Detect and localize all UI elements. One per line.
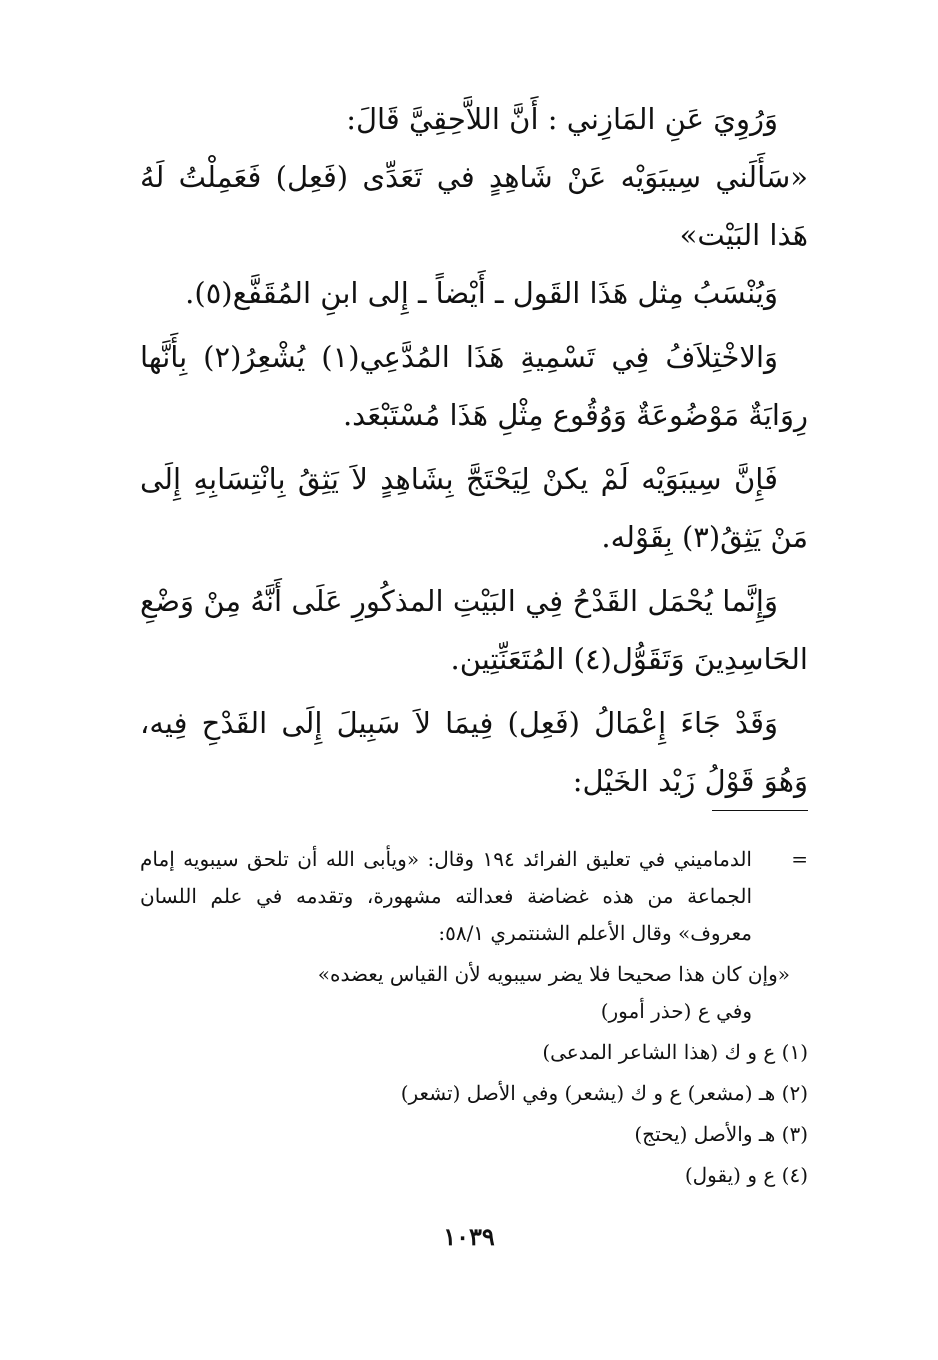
continuation-marker: = [791,847,808,871]
paragraph-2: «سَأَلَني سِيبَوَيْه عَنْ شَاهِدٍ في تَعَدِّى (فَعِل) فَعَمِلْتُ لَهُ هَذا البَيْت» [140,160,808,252]
footnote-2: (٢) هـ (مشعر) ع و ك (يشعر) وفي الأصل (تشعر) [400,1081,808,1105]
footnote-4: (٤) ع و (يقول) [684,1163,808,1187]
footnote-1: (١) ع و ك (هذا الشاعر المدعى) [542,1040,808,1064]
page-content [140,90,808,1194]
footnote-quote: «وإن كان هذا صحيحا فلا يضر سيبويه لأن القياس يعضده» [317,962,790,986]
paragraph-7: وَقَدْ جَاءَ إِعْمَالُ (فَعِل) فِيمَا لاَ سَبِيلَ إِلَى القَدْحِ فِيه، وَهُوَ قَوْلُ زَيْد الخَيْل: [140,706,808,798]
footnote-continuation [140,841,808,952]
continuation-text: الدماميني في تعليق الفرائد ١٩٤ وقال: «ويأبى الله أن تلحق سيبويه إمام الجماعة من هذه غضاضة فعدالته مشهورة، وتقدمه في علم اللسان معروف» وقال الأعلم الشنتمري ٥٨/١: [140,847,752,945]
footnotes [140,841,808,1194]
footnote-variant: وفي ع (حذر أمور) [600,999,752,1023]
paragraph-3: وَيُنْسَبُ مِثل هَذَا القَول ـ أَيْضاً ـ إِلى ابنِ المُقَفَّع(٥). [185,276,778,310]
paragraph-5: فَإِنَّ سِيبَوَيْه لَمْ يكنْ لِيَحْتَجَّ بِشَاهِدٍ لاَ يَثِقُ بِانْتِسَابِهِ إِلَى مَنْ يَثِقُ(٣) بِقَوْله. [140,462,808,554]
main-text [140,90,808,810]
paragraph-1: وَرُوِيَ عَنِ المَازِني : أَنَّ اللاَّحِقِيَّ قَالَ: [346,102,778,136]
paragraph-6: وَإِنَّما يُحْمَل القَدْحُ فِي البَيْتِ المذكُورِ عَلَى أَنَّهُ مِنْ وَضْعِ الحَاسِدِينَ وَتَقَوُّل(٤) المُتَعَنِّتِين. [140,584,808,676]
page-number: ١٠٣٩ [443,1222,495,1251]
paragraph-4: وَالاخْتِلاَفُ فِي تَسْمِيةِ هَذَا المُدَّعِي(١) يُشْعِرُ(٢) بِأَنَّها رِوَايَةٌ مَوْضُوعَةٌ وَوُقُوع مِثْلِ هَذَا مُسْتَبْعَد. [140,340,808,432]
footnote-divider [140,810,808,829]
footnote-3: (٣) هـ والأصل (يحتج) [634,1122,808,1146]
